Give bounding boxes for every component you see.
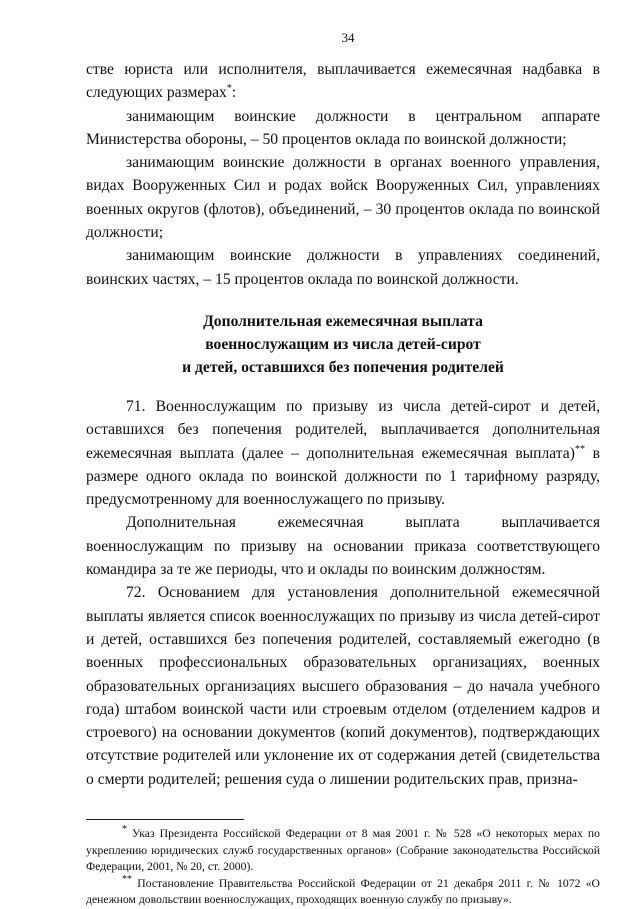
paragraph-71: 71. Военнослужащим по призыву из числа детей-сирот и детей, оставшихся без попечения родителей, выплачивается дополнительная ежемесячная выплата (далее – дополнительная ежемесячная выплата)** в размере одного оклада по воинской должности по 1 тарифному разряду, предусмотренному для военнослужащего по призыву. bbox=[86, 397, 600, 509]
footnote-marker-2[interactable]: ** bbox=[574, 443, 585, 455]
heading-line-2: военнослужащим из числа детей-сирот bbox=[205, 335, 481, 353]
footnote-marker-1[interactable]: * bbox=[226, 83, 232, 95]
paragraph-military-command: занимающим воинские должности в органах военного управления, видах Вооруженных Сил и родах войск Вооруженных Сил, управлениях военных округов (флотов), объединений, – 30 процентов оклада по воинской должности; bbox=[86, 154, 600, 242]
paragraph-units: занимающим воинские должности в управлениях соединений, воинских частях, – 15 процентов оклада по воинской должности. bbox=[86, 247, 600, 288]
paragraph-72: 72. Основанием для установления дополнительной ежемесячной выплаты является список военнослужащих по призыву из числа детей-сирот и детей, оставшихся без попечения родителей, составляемый ежегодно (в военных профессиональных образовательных организациях, военных образовательных организациях высшего образования – до начала учебного года) штабом воинской части или строевым отделом (отделением кадров и строевого) на основании документов (копий документов), подтверждающих отсутствие родителей или уклонение их от содержания детей (свидетельства о смерти родителей; решения суда о лишении родительских прав, призна- bbox=[86, 584, 600, 788]
section-heading bbox=[86, 310, 600, 379]
footnote-2: ** Постановление Правительства Российской Федерации от 21 декабря 2011 г. № 1072 «О денежном довольствии военнослужащих, проходящих военную службу по призыву». bbox=[86, 873, 600, 907]
paragraph-71-continued: Дополнительная ежемесячная выплата выплачивается военнослужащим по призыву на основании приказа соответствующего командира за те же периоды, что и оклады по воинским должностям. bbox=[86, 514, 600, 579]
document-page bbox=[86, 30, 600, 909]
heading-line-3: и детей, оставшихся без попечения родителей bbox=[182, 358, 504, 376]
paragraph-central-apparatus: занимающим воинские должности в центральном аппарате Министерства обороны, – 50 процентов оклада по воинской должности; bbox=[86, 107, 600, 148]
heading-line-1: Дополнительная ежемесячная выплата bbox=[203, 312, 483, 330]
footnote-divider bbox=[86, 819, 244, 820]
footnote-1: * Указ Президента Российской Федерации от 8 мая 2001 г. № 528 «О некоторых мерах по укреплению юридических служб государственных органов» (Собрание законодательства Российской Федерации, 2001, № 20, ст. 2000). bbox=[86, 824, 600, 874]
paragraph-intro: стве юриста или исполнителя, выплачивается ежемесячная надбавка в следующих размерах*: bbox=[86, 61, 600, 102]
page-number: 34 bbox=[341, 30, 355, 45]
